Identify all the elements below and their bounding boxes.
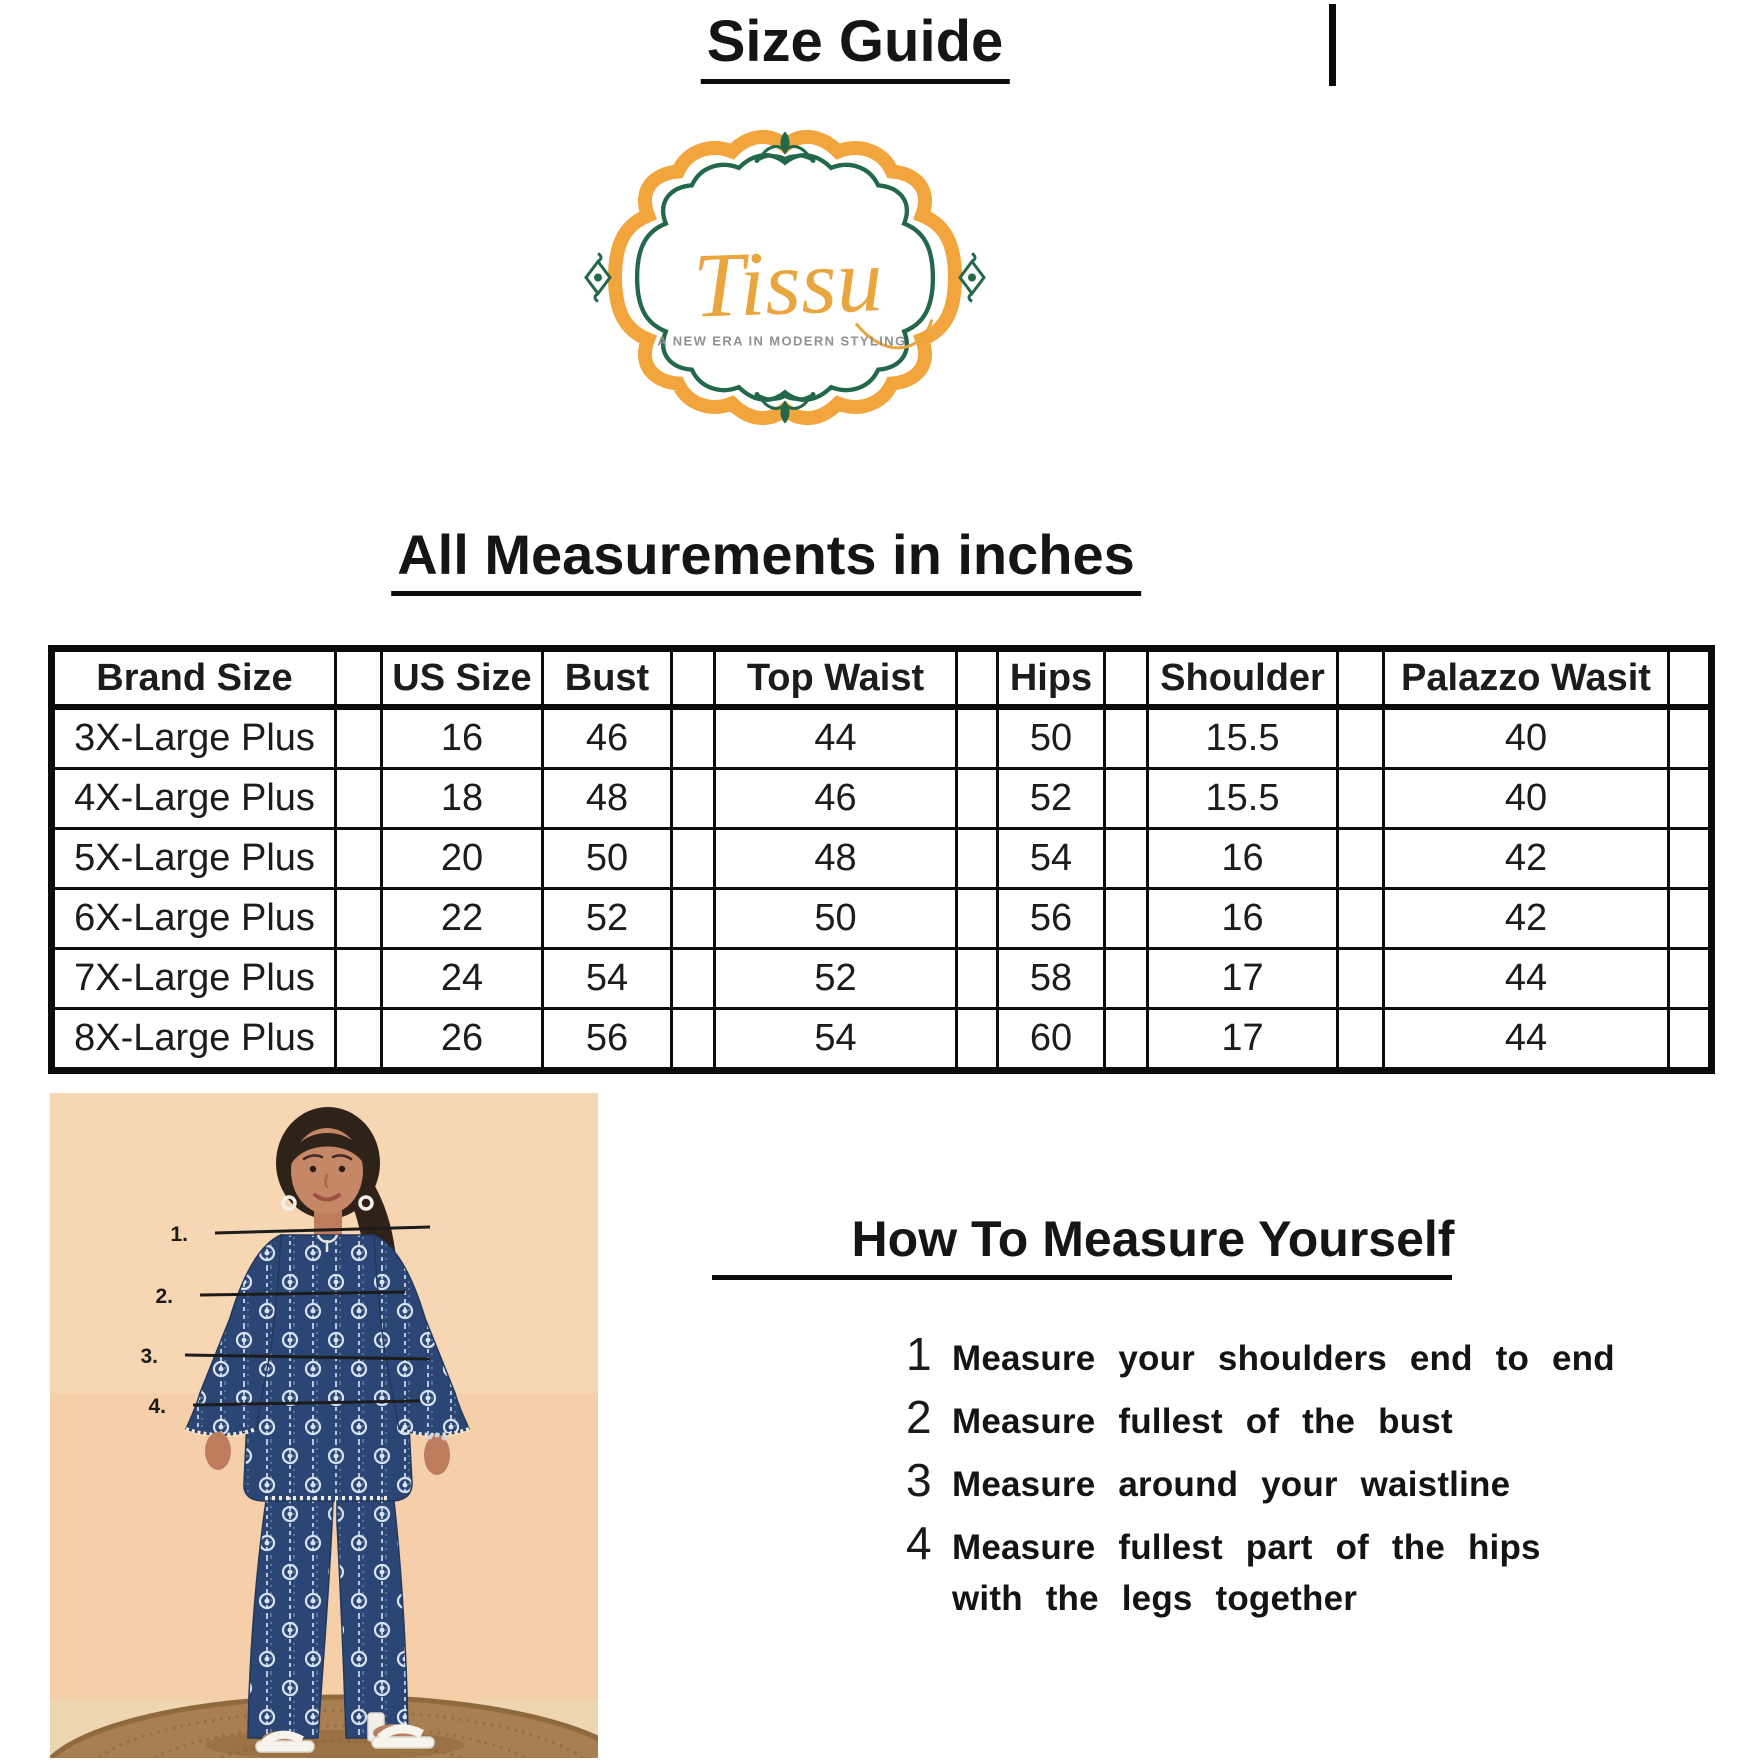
cell-palazzo-waist: 42 [1384,889,1669,949]
table-row [52,769,1712,829]
spacer-cell [672,707,715,769]
spacer-cell [336,949,382,1009]
spacer-cell [957,1009,998,1071]
spacer-cell [672,1009,715,1071]
spacer-cell [1105,829,1148,889]
cell-brand-size: 6X-Large Plus [52,889,336,949]
spacer-cell [672,829,715,889]
cell-bust: 52 [543,889,672,949]
spacer-cell [1669,649,1712,708]
cell-shoulder: 16 [1148,829,1338,889]
spacer-cell [1338,649,1384,708]
spacer-cell [672,769,715,829]
spacer-cell [336,707,382,769]
cell-bust: 54 [543,949,672,1009]
header-us-size: US Size [382,649,543,708]
spacer-cell [957,949,998,1009]
spacer-cell [957,707,998,769]
cell-shoulder: 15.5 [1148,707,1338,769]
step-number: 2 [906,1391,932,1443]
cell-top-waist: 52 [715,949,957,1009]
measurements-heading: All Measurements in inches [391,522,1141,596]
spacer-cell [1338,769,1384,829]
logo-tagline: A NEW ERA IN MODERN STYLING [657,333,907,349]
step-text: with the legs together [952,1579,1358,1618]
how-to-step [906,1516,1696,1579]
step-text: Measure fullest part of the hips [952,1528,1541,1567]
vertical-divider-mark [1329,4,1336,86]
model-photo-graphic [50,1093,598,1758]
spacer-cell [1105,707,1148,769]
how-to-steps [906,1327,1696,1642]
spacer-cell [1105,1009,1148,1071]
spacer-cell [1669,769,1712,829]
table-row [52,1009,1712,1071]
cell-hips: 50 [998,707,1105,769]
spacer-cell [672,889,715,949]
header-hips: Hips [998,649,1105,708]
spacer-cell [1669,949,1712,1009]
spacer-cell [672,649,715,708]
header-shoulder: Shoulder [1148,649,1338,708]
spacer-cell [336,769,382,829]
cell-hips: 58 [998,949,1105,1009]
cell-shoulder: 16 [1148,889,1338,949]
spacer-cell [1338,889,1384,949]
cell-us-size: 24 [382,949,543,1009]
cell-brand-size: 4X-Large Plus [52,769,336,829]
step-text: Measure your shoulders end to end [952,1339,1615,1378]
spacer-cell [1338,829,1384,889]
cell-bust: 46 [543,707,672,769]
cell-palazzo-waist: 44 [1384,1009,1669,1071]
marker-label-4: 4. [148,1395,166,1418]
table-row [52,889,1712,949]
marker-label-1: 1. [170,1223,188,1246]
cell-palazzo-waist: 42 [1384,829,1669,889]
cell-top-waist: 48 [715,829,957,889]
logo-brand-text: Tissu [691,228,885,337]
spacer-cell [957,829,998,889]
cell-palazzo-waist: 40 [1384,769,1669,829]
how-to-heading: How To Measure Yourself [851,1211,1455,1267]
header-bust: Bust [543,649,672,708]
spacer-cell [672,949,715,1009]
how-to-step [906,1453,1696,1516]
spacer-cell [1338,949,1384,1009]
spacer-cell [1105,889,1148,949]
step-number: 3 [906,1454,932,1506]
brand-logo [560,126,1010,434]
model-photo [50,1093,598,1758]
spacer-cell [336,1009,382,1071]
step-text: Measure fullest of the bust [952,1402,1453,1441]
cell-bust: 56 [543,1009,672,1071]
cell-bust: 50 [543,829,672,889]
cell-us-size: 20 [382,829,543,889]
cell-shoulder: 17 [1148,1009,1338,1071]
spacer-cell [1669,707,1712,769]
how-to-step [906,1327,1696,1390]
spacer-cell [957,649,998,708]
spacer-cell [1105,949,1148,1009]
spacer-cell [1338,707,1384,769]
cell-top-waist: 44 [715,707,957,769]
cell-us-size: 26 [382,1009,543,1071]
marker-label-2: 2. [155,1285,173,1308]
table-row [52,949,1712,1009]
cell-palazzo-waist: 40 [1384,707,1669,769]
right-hand [424,1435,450,1475]
step-number: 4 [906,1517,932,1569]
page-title: Size Guide [701,8,1010,84]
spacer-cell [957,769,998,829]
cell-brand-size: 3X-Large Plus [52,707,336,769]
left-hand [205,1432,231,1470]
spacer-cell [1669,1009,1712,1071]
cell-brand-size: 7X-Large Plus [52,949,336,1009]
cell-us-size: 18 [382,769,543,829]
brand-logo-graphic [560,126,1010,434]
cell-bust: 48 [543,769,672,829]
how-to-step [906,1390,1696,1453]
spacer-cell [1105,769,1148,829]
spacer-cell [1669,889,1712,949]
spacer-cell [336,889,382,949]
spacer-cell [957,889,998,949]
cell-hips: 52 [998,769,1105,829]
cell-hips: 54 [998,829,1105,889]
logo-left-ornament [586,254,610,302]
cell-shoulder: 15.5 [1148,769,1338,829]
cell-palazzo-waist: 44 [1384,949,1669,1009]
table-row [52,829,1712,889]
cell-hips: 56 [998,889,1105,949]
spacer-cell [1669,829,1712,889]
spacer-cell [336,649,382,708]
how-to-heading-underline [712,1275,1452,1280]
pants-left-leg [248,1501,333,1738]
cell-shoulder: 17 [1148,949,1338,1009]
spacer-cell [1105,649,1148,708]
step-number: 1 [906,1328,932,1380]
cell-brand-size: 8X-Large Plus [52,1009,336,1071]
header-palazzo-waist: Palazzo Wasit [1384,649,1669,708]
header-brand-size: Brand Size [52,649,336,708]
table-row [52,707,1712,769]
logo-right-ornament [960,254,984,302]
spacer-cell [1338,1009,1384,1071]
cell-top-waist: 54 [715,1009,957,1071]
size-table [48,645,1715,1074]
how-to-step-continued [952,1579,1696,1642]
marker-label-3: 3. [140,1345,158,1368]
cell-top-waist: 50 [715,889,957,949]
step-text: Measure around your waistline [952,1465,1511,1504]
cell-us-size: 16 [382,707,543,769]
header-top-waist: Top Waist [715,649,957,708]
pants-right-leg [337,1501,408,1738]
spacer-cell [336,829,382,889]
cell-top-waist: 46 [715,769,957,829]
cell-hips: 60 [998,1009,1105,1071]
cell-brand-size: 5X-Large Plus [52,829,336,889]
cell-us-size: 22 [382,889,543,949]
table-header-row [52,649,1712,708]
